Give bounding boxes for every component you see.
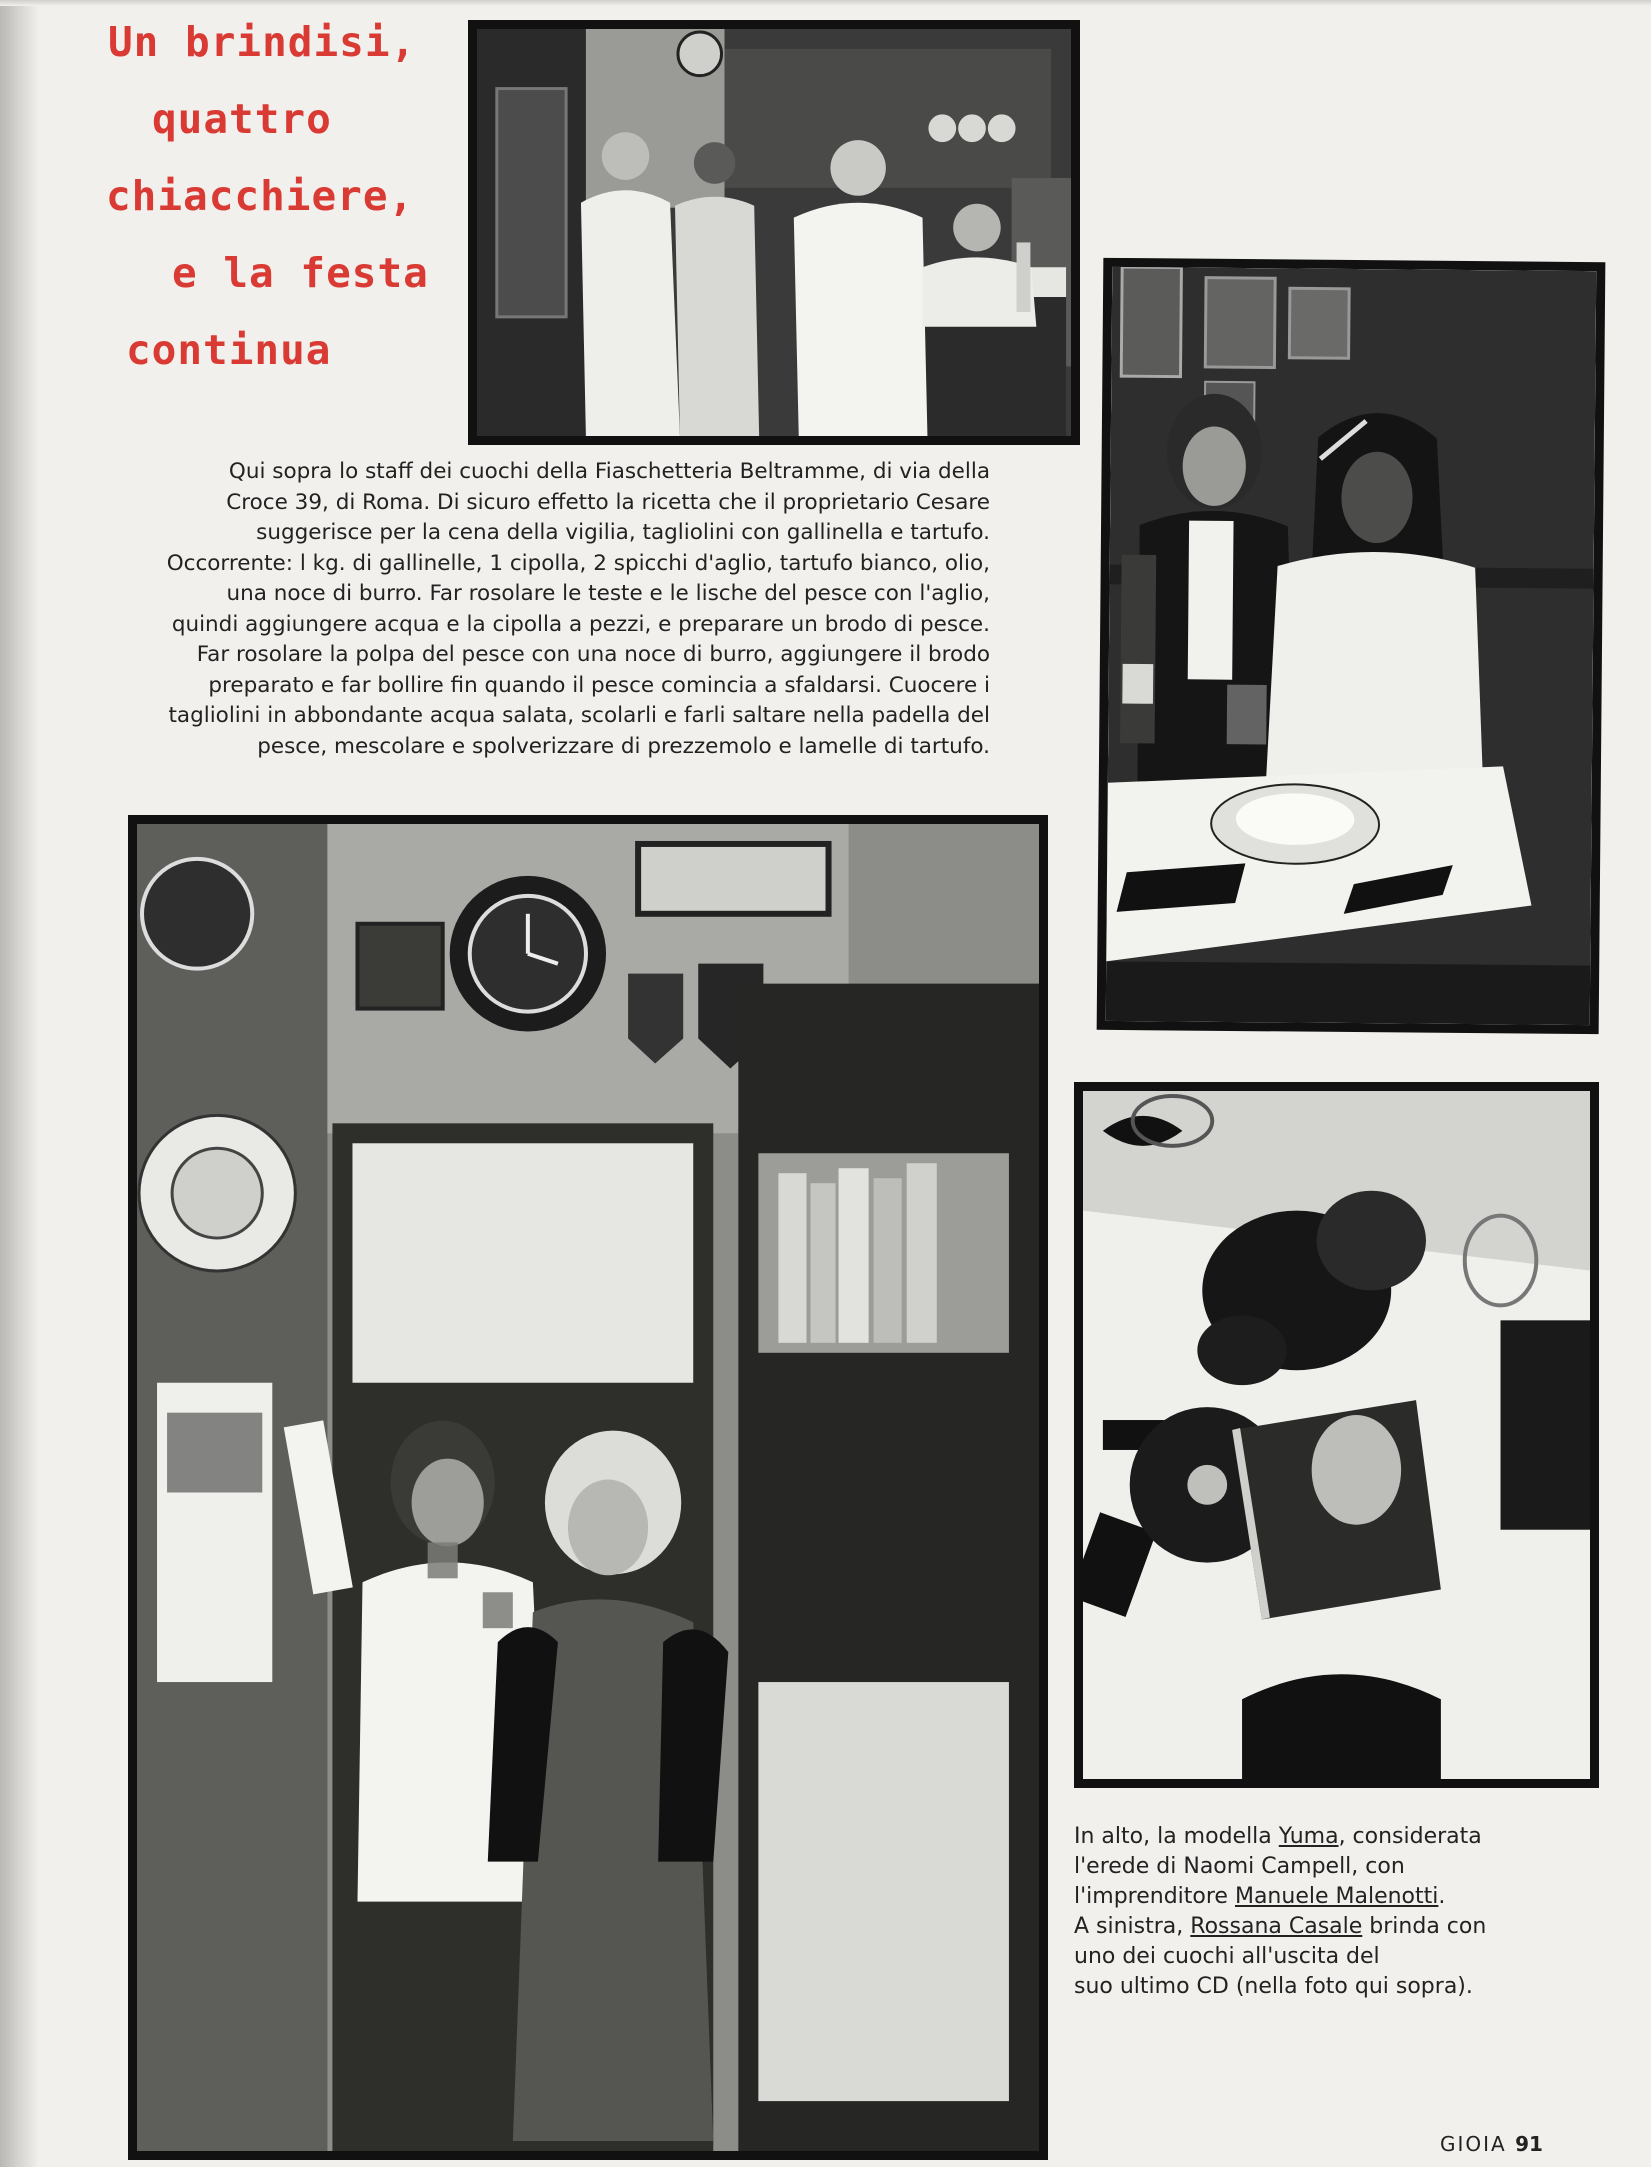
headline-line: chiacchiere, [106,172,415,220]
article-line: Croce 39, di Roma. Di sicuro effetto la ricetta che il proprietario Cesare [226,489,990,515]
caption-line [1074,1882,1534,1912]
binding-gutter [0,0,38,2167]
caption-line [1074,1822,1534,1852]
photo-cd-still-life [1074,1082,1599,1788]
headline-line: continua [126,326,332,374]
article-body [150,457,990,762]
caption-line: l'erede di Naomi Campell, con [1074,1854,1405,1879]
article-line: tagliolini in abbondante acqua salata, scolarli e farli saltare nella padella del [168,703,990,728]
article-line: una noce di burro. Far rosolare le teste e le lische del pesce con l'aglio, [226,581,990,606]
caption-name-yuma: Yuma [1278,1824,1339,1849]
photo-rossana-toast [128,815,1048,2160]
page-folio [1440,2132,1543,2156]
cd-still-life-icon [1083,1091,1590,1779]
photo-cooks-staff [468,20,1080,445]
caption-line [1074,1912,1534,1942]
article-line: suggerisce per la cena della vigilia, tagliolini con gallinella e tartufo. [256,520,990,545]
caption-text: . [1438,1884,1446,1909]
toast-photo-icon [137,824,1039,2151]
caption-name-casale: Rossana Casale [1190,1914,1363,1939]
caption-text: l'imprenditore [1074,1884,1235,1909]
article-line: Qui sopra lo staff dei cuochi della Fiaschetteria Beltramme, di via della [228,459,990,484]
caption-text: In alto, la modella [1074,1824,1279,1849]
headline-line: Un brindisi, [108,18,417,66]
article-line: pesce, mescolare e spolverizzare di prezzemolo e lamelle di tartufo. [257,733,990,759]
caption-text: A sinistra, [1074,1914,1191,1939]
page-number: 91 [1515,2132,1543,2156]
couple-photo-icon [1106,267,1597,1025]
article-line: preparato e far bollire fin quando il pesce comincia a sfaldarsi. Cuocere i [208,672,990,698]
caption-line: uno dei cuochi all'uscita del [1074,1944,1380,1969]
caption-line: suo ultimo CD (nella foto qui sopra). [1074,1974,1473,1999]
headline-line: e la festa [172,249,429,297]
headline-line: quattro [152,95,332,143]
caption-text: brinda con [1362,1914,1487,1939]
article-line: Far rosolare la polpa del pesce con una noce di burro, aggiungere il brodo [196,642,990,667]
photo-caption [1074,1822,1534,2002]
article-line: Occorrente: l kg. di gallinelle, 1 cipolla, 2 spicchi d'aglio, tartufo bianco, olio, [166,550,990,576]
magazine-name: GIOIA [1440,2132,1507,2156]
article-line: quindi aggiungere acqua e la cipolla a pezzi, e preparare un brodo di pesce. [171,611,990,637]
photo-yuma-table [1097,258,1606,1034]
headline [106,4,472,389]
caption-name-malenotti: Manuele Malenotti [1234,1884,1439,1909]
caption-text: , considerata [1338,1824,1482,1849]
group-photo-icon [477,29,1071,436]
